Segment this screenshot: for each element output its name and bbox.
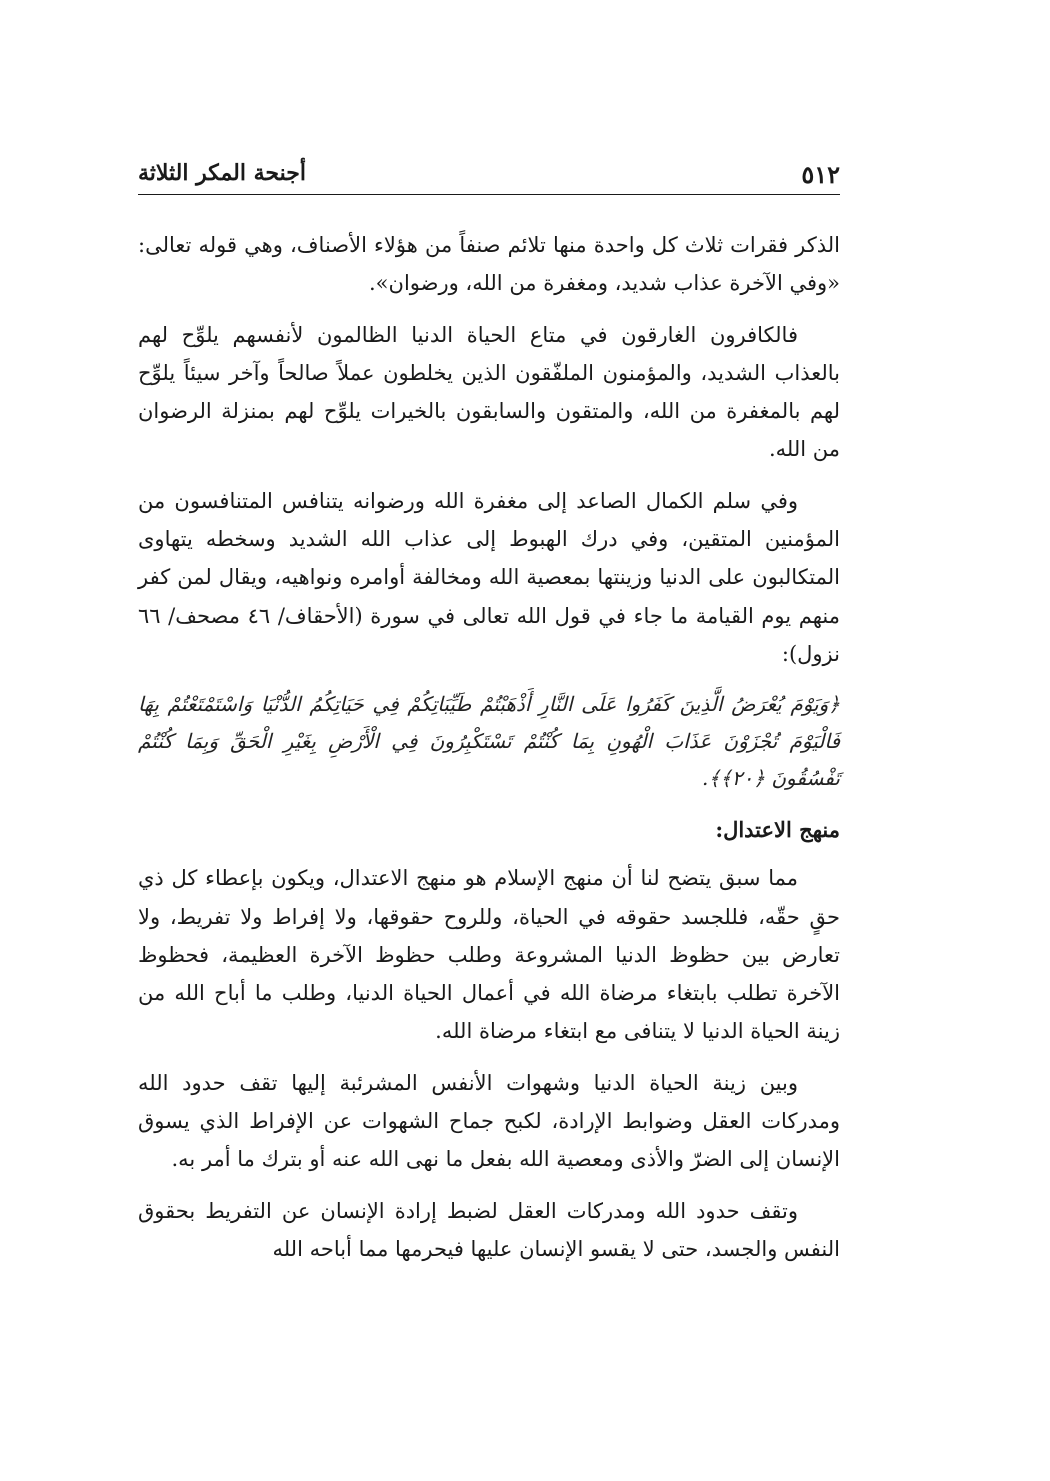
paragraph-5: وبين زينة الحياة الدنيا وشهوات الأنفس المشرئبة إليها تقف حدود الله ومدركات العقل وضوابط الإرادة، لكبح جماح الشهوات عن الإفراط الذي يسوق الإنسان إلى الضرّ والأذى ومعصية الله بفعل ما نهى الله عنه أو بترك ما أمر به. xyxy=(138,1070,840,1172)
paragraph-6: وتقف حدود الله ومدركات العقل لضبط إرادة الإنسان عن التفريط بحقوق النفس والجسد، حتى لا يقسو الإنسان عليها فيحرمها مما أباحه الله xyxy=(138,1198,840,1261)
quran-verse: ﴿وَيَوْمَ يُعْرَضُ الَّذِينَ كَفَرُوا عَلَى النَّارِ أَذْهَبْتُمْ طَيِّبَاتِكُمْ فِي حَيَاتِكُمُ الدُّنْيَا وَاسْتَمْتَعْتُمْ بِهَا فَالْيَوْمَ تُجْزَوْنَ عَذَابَ الْهُونِ بِمَا كُنْتُمْ تَسْتَكْبِرُونَ فِي الْأَرْضِ بِغَيْرِ الْحَقِّ وَبِمَا كُنْتُمْ تَفْسُقُونَ ﴿٢٠﴾﴾. xyxy=(138,692,840,791)
page-number: ٥١٢ xyxy=(801,160,840,189)
running-title: أجنحة المكر الثلاثة xyxy=(138,160,306,186)
page-header xyxy=(138,150,840,194)
paragraph-1: الذكر فقرات ثلاث كل واحدة منها تلائم صنفاً من هؤلاء الأصناف، وهي قوله تعالى: «وفي الآخرة عذاب شديد، ومغفرة من الله، ورضوان». xyxy=(138,233,840,296)
paragraph-4: مما سبق يتضح لنا أن منهج الإسلام هو منهج الاعتدال، ويكون بإعطاء كل ذي حقٍ حقّه، فللجسد حقوقه في الحياة، وللروح حقوقها، ولا إفراط ولا تفريط، ولا تعارض بين حظوظ الدنيا المشروعة وطلب حظوظ الآخرة العظيمة، فحظوظ الآخرة تطلب بابتغاء مرضاة الله في أعمال الحياة الدنيا، وطلب ما أباح الله من زينة الحياة الدنيا لا يتنافى مع ابتغاء مرضاة الله. xyxy=(138,866,840,1044)
section-heading: منهج الاعتدال: xyxy=(715,817,840,843)
paragraph-2: فالكافرون الغارقون في متاع الحياة الدنيا الظالمون لأنفسهم يلوِّح لهم بالعذاب الشديد، والمؤمنون الملفّقون الذين يخلطون عملاً صالحاً وآخر سيئاً يلوِّح لهم بالمغفرة من الله، والمتقون والسابقون بالخيرات يلوِّح لهم بمنزلة الرضوان من الله. xyxy=(138,322,840,462)
page-body xyxy=(138,226,840,1281)
header-rule xyxy=(138,194,840,195)
paragraph-3: وفي سلم الكمال الصاعد إلى مغفرة الله ورضوانه يتنافس المتنافسون من المؤمنين المتقين، وفي درك الهبوط إلى عذاب الله الشديد وسخطه يتهاوى المتكالبون على الدنيا وزينتها بمعصية الله ومخالفة أوامره ونواهيه، ويقال لمن كفر منهم يوم القيامة ما جاء في قول الله تعالى في سورة (الأحقاف/ ٤٦ مصحف/ ٦٦ نزول): xyxy=(138,488,841,666)
